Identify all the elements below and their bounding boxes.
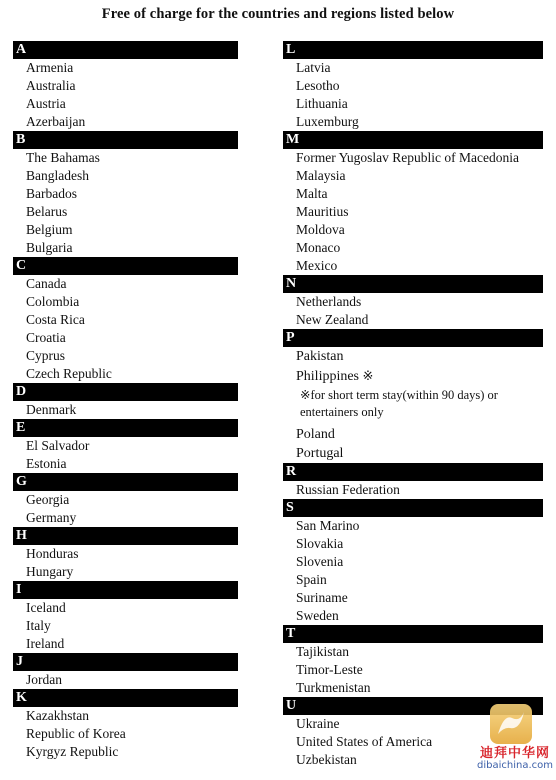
letter-header-i: I — [13, 581, 238, 599]
country-item: Lithuania — [296, 96, 348, 111]
country-item: El Salvador — [26, 438, 90, 453]
left-column — [13, 41, 238, 761]
logo-text: 迪拜中华网 — [479, 746, 550, 761]
letter-header-n: N — [283, 275, 543, 293]
country-item: Armenia — [26, 60, 74, 75]
country-item: Cyprus — [26, 348, 66, 363]
country-item: Italy — [26, 618, 51, 633]
country-item: Poland — [296, 427, 335, 442]
letter-header-p: P — [283, 329, 543, 347]
letter-header-s: S — [283, 499, 543, 517]
country-item: Azerbaijan — [26, 114, 86, 129]
right-column — [283, 41, 543, 769]
site-logo — [474, 704, 556, 776]
country-item: Netherlands — [296, 294, 362, 309]
country-item: Pakistan — [296, 349, 344, 364]
country-item: Hungary — [26, 564, 74, 579]
country-item: Czech Republic — [26, 366, 112, 381]
letter-header-m: M — [283, 131, 543, 149]
country-item: Slovakia — [296, 536, 344, 551]
country-item: Timor-Leste — [296, 662, 363, 677]
country-item: Costa Rica — [26, 312, 85, 327]
letter-header-c: C — [13, 257, 238, 275]
country-item: The Bahamas — [26, 150, 100, 165]
country-item: Austria — [26, 96, 66, 111]
country-item: Latvia — [296, 60, 331, 75]
country-item: Luxemburg — [296, 114, 359, 129]
letter-header-t: T — [283, 625, 543, 643]
country-item: Tajikistan — [296, 644, 350, 659]
letter-header-k: K — [13, 689, 238, 707]
country-item: Iceland — [26, 600, 66, 615]
country-item: United States of America — [296, 734, 433, 749]
country-item: Republic of Korea — [26, 726, 126, 741]
letter-header-l: L — [283, 41, 543, 59]
country-item: Barbados — [26, 186, 77, 201]
letter-header-e: E — [13, 419, 238, 437]
reference-mark: ※ — [362, 368, 374, 383]
country-item: Uzbekistan — [296, 752, 357, 767]
country-item: Honduras — [26, 546, 79, 561]
country-item: Australia — [26, 78, 76, 93]
country-item: Suriname — [296, 590, 348, 605]
country-item: Kyrgyz Republic — [26, 744, 119, 759]
country-item: Ukraine — [296, 716, 340, 731]
letter-header-a: A — [13, 41, 238, 59]
country-item: Belarus — [26, 204, 68, 219]
country-item: Russian Federation — [296, 482, 400, 497]
country-item: New Zealand — [296, 312, 369, 327]
logo-url: dibaichina.com — [477, 760, 553, 771]
country-item: Germany — [26, 510, 77, 525]
country-item: Ireland — [26, 636, 65, 651]
country-name: Philippines — [296, 369, 360, 384]
letter-header-d: D — [13, 383, 238, 401]
country-item: Estonia — [26, 456, 67, 471]
country-item: Spain — [296, 572, 327, 587]
country-item: Monaco — [296, 240, 341, 255]
page-title: Free of charge for the countries and regions listed below — [101, 6, 455, 22]
letter-header-b: B — [13, 131, 238, 149]
country-item: Malta — [296, 186, 328, 201]
country-item: Moldova — [296, 222, 345, 237]
country-item: Turkmenistan — [296, 680, 371, 695]
country-item: Canada — [26, 276, 67, 291]
country-item: Slovenia — [296, 554, 344, 569]
country-item: Sweden — [296, 608, 339, 623]
country-item: Colombia — [26, 294, 80, 309]
country-item: Georgia — [26, 492, 70, 507]
country-item: San Marino — [296, 518, 360, 533]
country-item: Bulgaria — [26, 240, 73, 255]
country-item: Former Yugoslav Republic of Macedonia — [296, 150, 519, 165]
letter-header-h: H — [13, 527, 238, 545]
letter-header-j: J — [13, 653, 238, 671]
letter-header-u: U — [283, 697, 543, 715]
letter-header-r: R — [283, 463, 543, 481]
country-item: Jordan — [26, 672, 62, 687]
country-item: Denmark — [26, 402, 77, 417]
logo-emblem-icon — [490, 704, 532, 744]
country-item: Portugal — [296, 446, 344, 461]
country-item: Malaysia — [296, 168, 346, 183]
country-item: Croatia — [26, 330, 66, 345]
country-item: Mexico — [296, 258, 338, 273]
country-item: Bangladesh — [26, 168, 89, 183]
country-item: Mauritius — [296, 204, 349, 219]
philippines-footnote: ※for short term stay(within 90 days) or entertainers only — [300, 388, 498, 419]
country-item-philippines — [283, 366, 543, 385]
letter-header-g: G — [13, 473, 238, 491]
country-item: Lesotho — [296, 78, 340, 93]
country-item: Kazakhstan — [26, 708, 89, 723]
country-item: Belgium — [26, 222, 73, 237]
